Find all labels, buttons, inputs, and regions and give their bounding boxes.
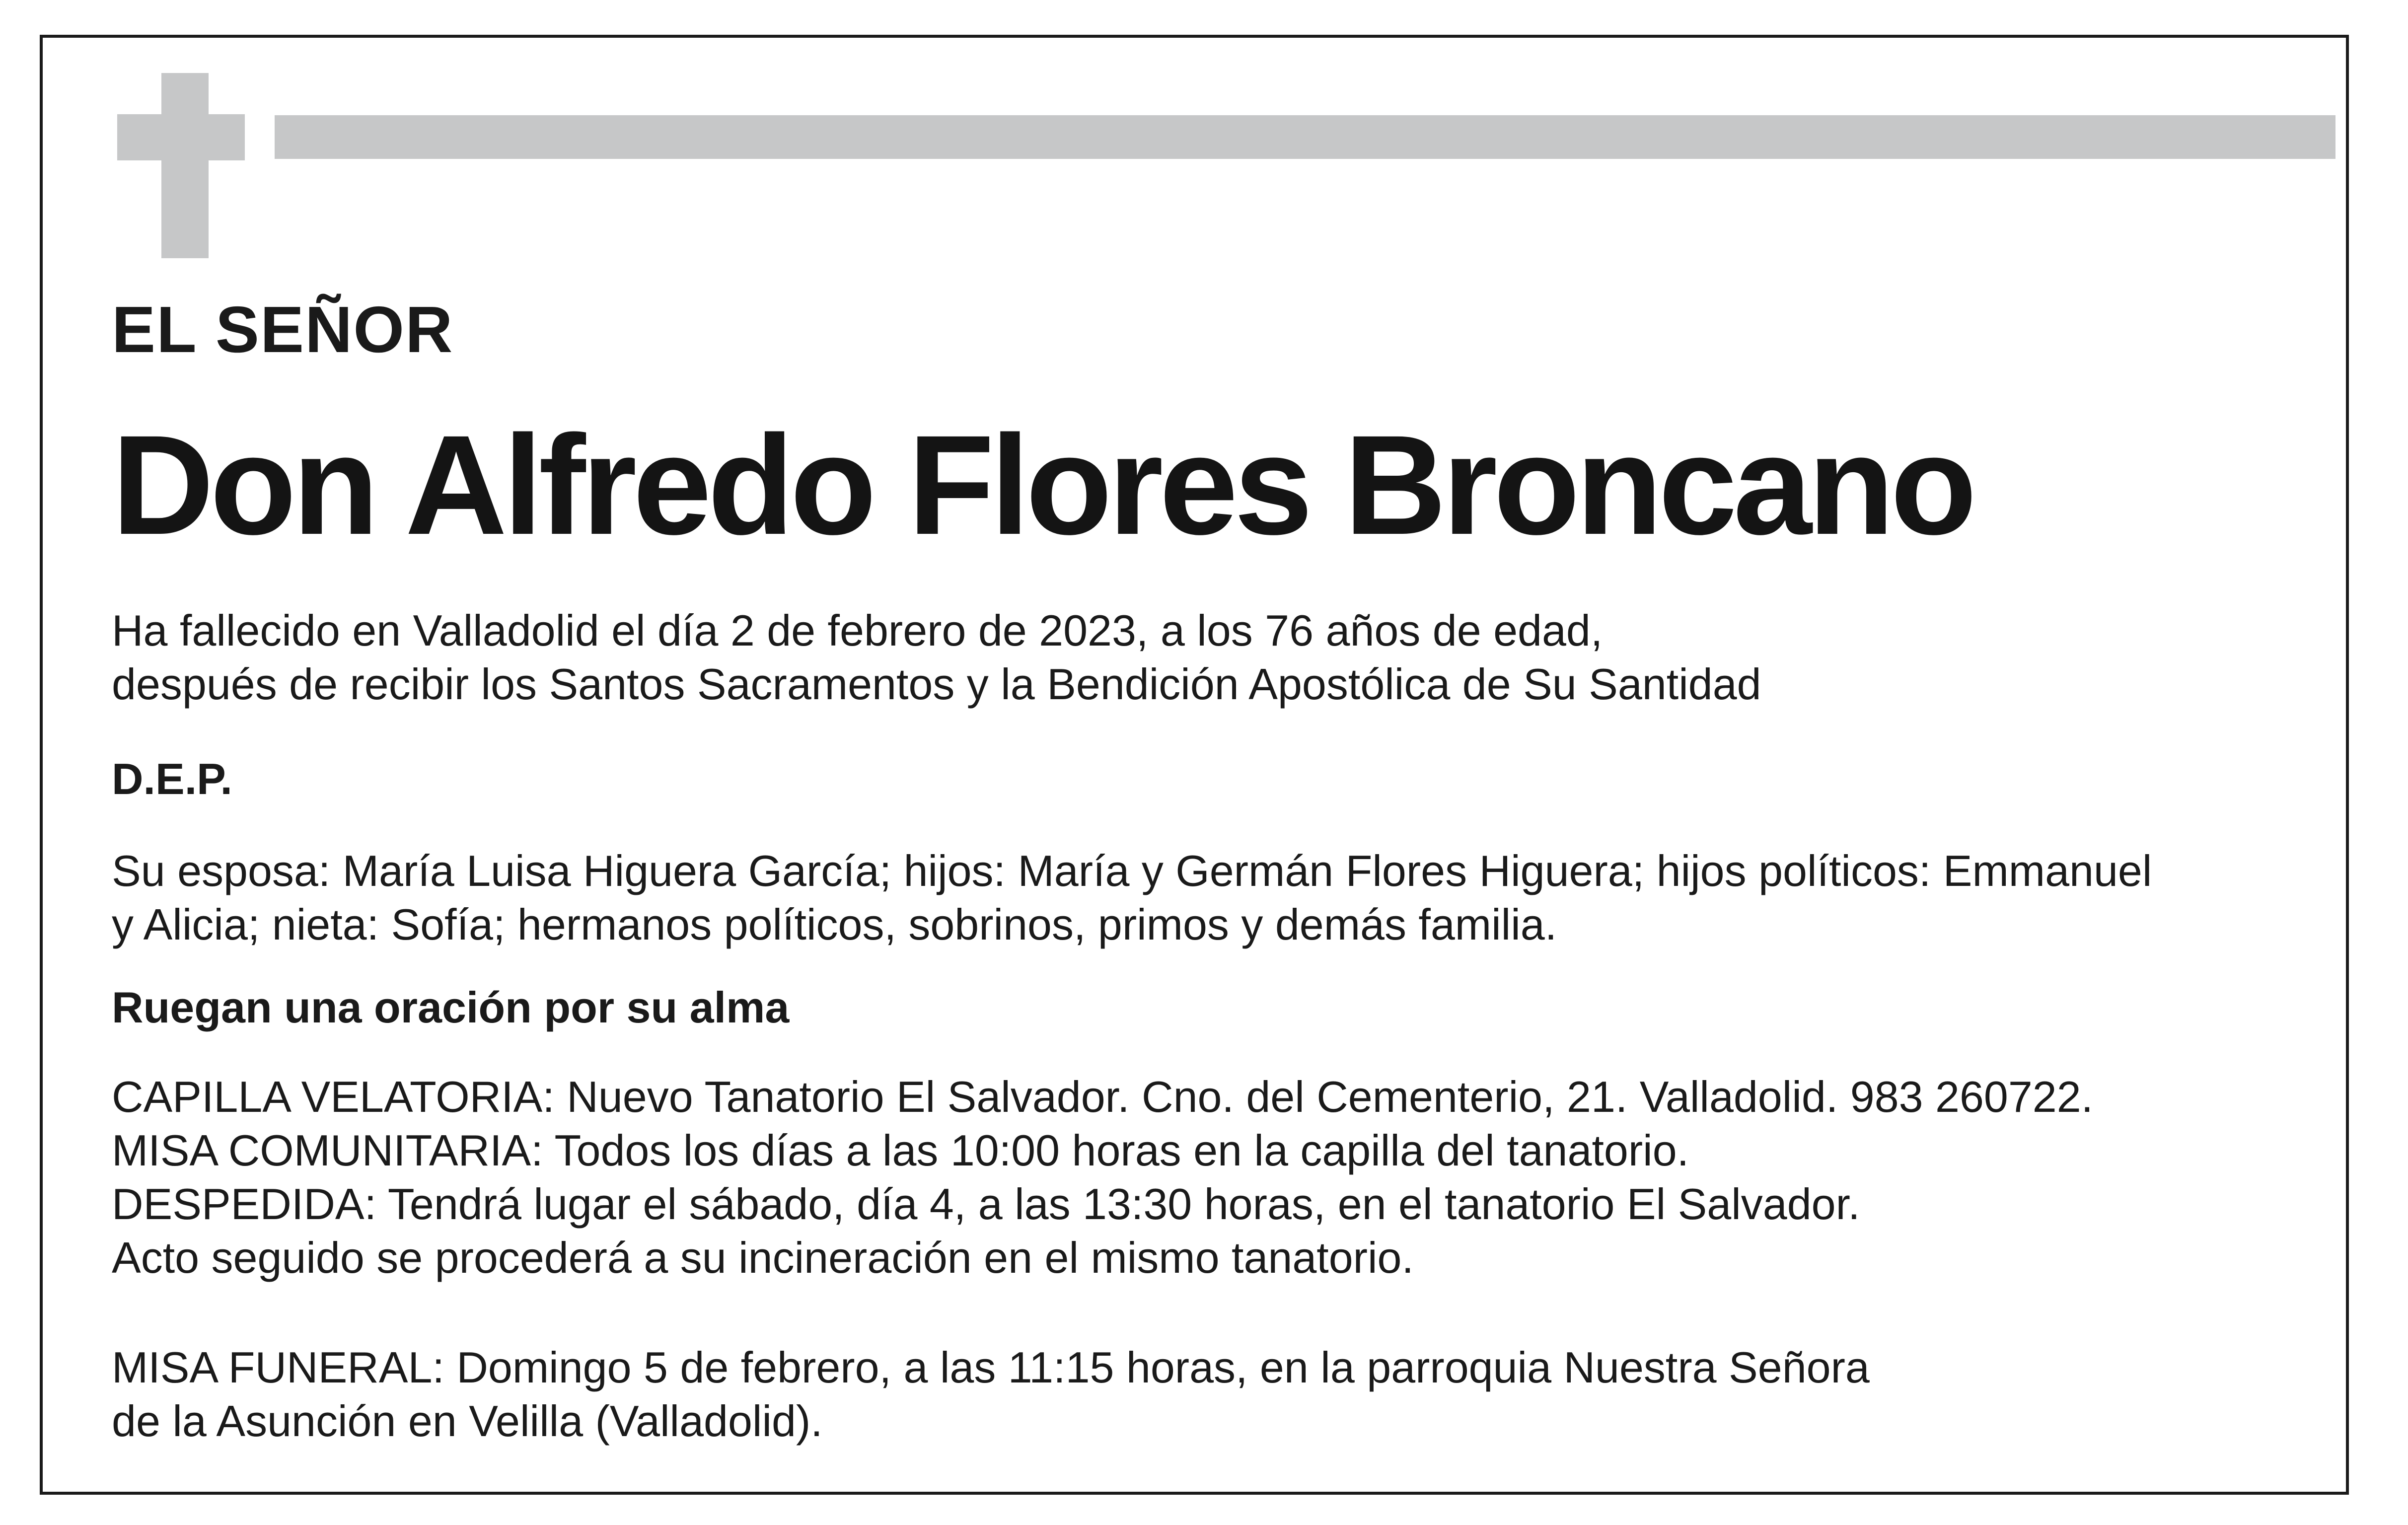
prayer-request: Ruegan una oración por su alma	[112, 983, 790, 1032]
funeral-mass-line: MISA FUNERAL: Domingo 5 de febrero, a las 11:15 horas, en la parroquia Nuestra Señora	[112, 1343, 1870, 1392]
cross-vertical-bar	[161, 73, 209, 258]
services-line: CAPILLA VELATORIA: Nuevo Tanatorio El Salvador. Cno. del Cementerio, 21. Valladolid. 983 260722.	[112, 1072, 2094, 1121]
family-list	[112, 844, 2322, 951]
death-announcement-line: Ha fallecido en Valladolid el día 2 de febrero de 2023, a los 76 años de edad,	[112, 606, 1603, 655]
death-announcement	[112, 604, 2322, 711]
funeral-mass-line: de la Asunción en Velilla (Valladolid).	[112, 1396, 823, 1446]
services-line: MISA COMUNITARIA: Todos los días a las 10:00 horas en la capilla del tanatorio.	[112, 1126, 1689, 1175]
family-list-line: y Alicia; nieta: Sofía; hermanos políticos, sobrinos, primos y demás familia.	[112, 900, 1557, 949]
services-line: DESPEDIDA: Tendrá lugar el sábado, día 4, a las 13:30 horas, en el tanatorio El Salvador.	[112, 1179, 1860, 1229]
funeral-mass-info	[112, 1341, 2322, 1448]
notice-overline: EL SEÑOR	[112, 293, 454, 366]
death-announcement-line: después de recibir los Santos Sacramentos y la Bendición Apostólica de Su Santidad	[112, 659, 1761, 709]
family-list-line: Su esposa: María Luisa Higuera García; hijos: María y Germán Flores Higuera; hijos políticos: Emmanuel	[112, 846, 2152, 895]
dep-text: D.E.P.	[112, 754, 232, 803]
deceased-name: Don Alfredo Flores Broncano	[112, 406, 1973, 564]
header-rule-bar	[275, 115, 2335, 159]
services-line: Acto seguido se procederá a su incineración en el mismo tanatorio.	[112, 1233, 1414, 1282]
cross-horizontal-bar	[117, 114, 245, 160]
services-info	[112, 1070, 2322, 1285]
